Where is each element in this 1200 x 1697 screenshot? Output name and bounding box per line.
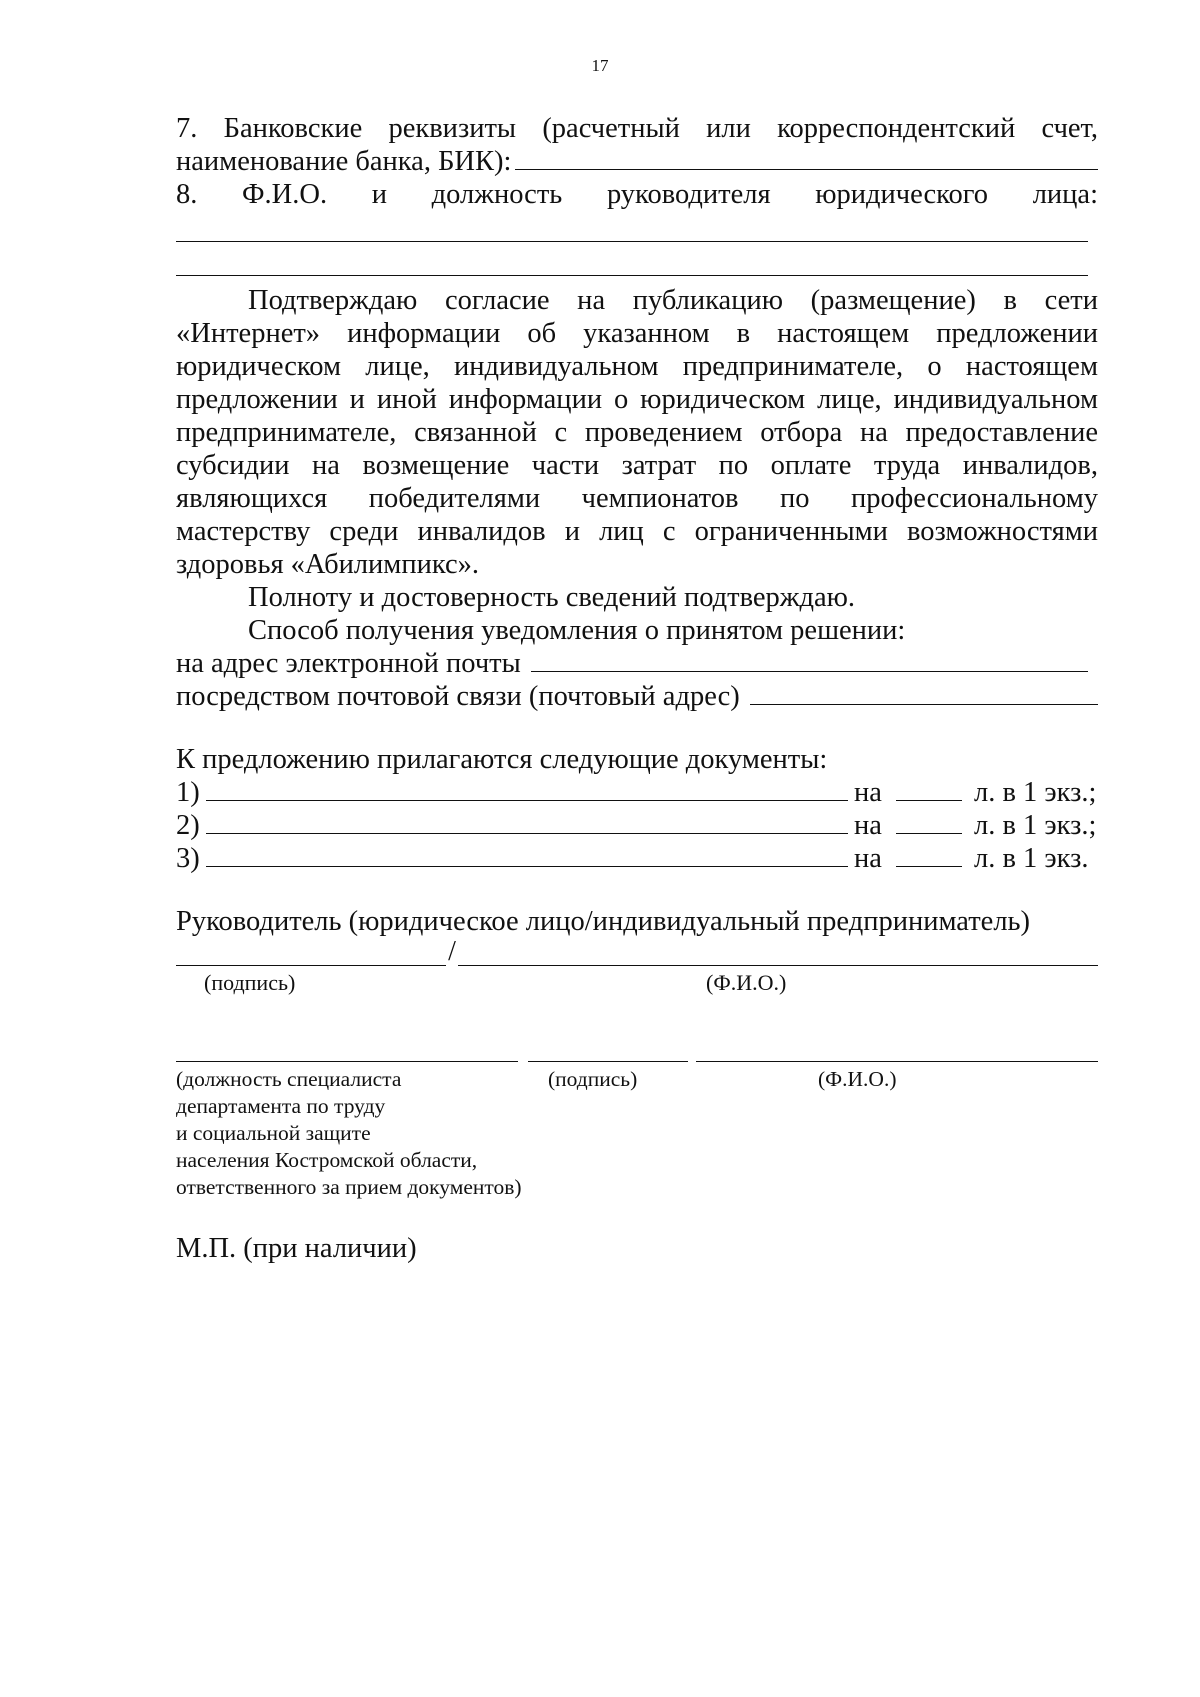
attachment-number: 2) xyxy=(176,810,200,841)
attachment-sheets-blank[interactable] xyxy=(896,809,962,834)
item7-word: 7. xyxy=(176,113,198,144)
attachment-number: 3) xyxy=(176,843,200,874)
attachment-name-blank[interactable] xyxy=(206,842,848,867)
specialist-name-blank[interactable] xyxy=(696,1041,1098,1062)
caption-specialist-position: (должность специалиста департамента по труду и социальной защите населения Костромской области, ответственного за прием документов) xyxy=(176,1067,522,1199)
head-signature-captions xyxy=(176,966,1098,996)
attachment-na: на xyxy=(854,843,882,874)
head-signature-line xyxy=(176,938,1098,966)
head-signature-title: Руководитель (юридическое лицо/индивидуальный предприниматель) xyxy=(176,906,1031,937)
bank-details-blank[interactable] xyxy=(515,145,1098,170)
attachment-row xyxy=(176,809,1098,842)
attachment-row xyxy=(176,776,1098,809)
confirm-statement: Полноту и достоверность сведений подтверждаю. xyxy=(248,582,856,613)
post-label: посредством почтовой связи (почтовый адрес) xyxy=(176,681,740,712)
item8-word: руководителя xyxy=(606,179,771,210)
item8-word: должность xyxy=(431,179,563,210)
attachment-sheets-blank[interactable] xyxy=(896,776,962,801)
attachment-name-blank[interactable] xyxy=(206,809,848,834)
item7-word: корреспондентский xyxy=(777,113,1016,144)
attachment-name-blank[interactable] xyxy=(206,776,848,801)
item8-word: лица: xyxy=(1032,179,1098,210)
item7-word: Банковские xyxy=(223,113,363,144)
attachment-na: на xyxy=(854,810,882,841)
post-address-blank[interactable] xyxy=(750,680,1098,705)
item8-word: юридического xyxy=(815,179,989,210)
item8-word: 8. xyxy=(176,179,198,210)
head-name-blank-1[interactable] xyxy=(176,217,1088,242)
caption-specialist-signature: (подпись) xyxy=(548,1067,638,1091)
caption-signature: (подпись) xyxy=(204,970,296,995)
specialist-position-blank[interactable] xyxy=(176,1041,518,1062)
email-blank[interactable] xyxy=(531,647,1088,672)
item8-word: Ф.И.О. xyxy=(242,179,328,210)
caption-full-name: (Ф.И.О.) xyxy=(706,970,787,995)
attachment-number: 1) xyxy=(176,777,200,808)
attachment-row xyxy=(176,842,1098,875)
caption-specialist-name: (Ф.И.О.) xyxy=(818,1067,897,1091)
specialist-captions xyxy=(176,1066,1098,1206)
attachment-na: на xyxy=(854,777,882,808)
attachments-heading: К предложению прилагаются следующие документы: xyxy=(176,744,828,775)
item8-word: и xyxy=(371,179,388,210)
bank-details-label: наименование банка, БИК): xyxy=(176,146,512,177)
signature-slash: / xyxy=(448,936,456,967)
head-signature-blank[interactable] xyxy=(176,945,446,966)
head-name-blank[interactable] xyxy=(458,945,1098,966)
page-number: 17 xyxy=(591,56,609,75)
item8-line xyxy=(176,178,1098,211)
item7-word: или xyxy=(706,113,751,144)
item7-word: счет, xyxy=(1041,113,1098,144)
item7-line1 xyxy=(176,112,1098,145)
attachment-tail: л. в 1 экз. xyxy=(974,843,1089,874)
item7-line2 xyxy=(176,145,1098,178)
specialist-signature-lines xyxy=(176,1036,1098,1062)
seal-note: М.П. (при наличии) xyxy=(176,1233,417,1264)
item7-word: (расчетный xyxy=(542,113,680,144)
notify-heading: Способ получения уведомления о принятом решении: xyxy=(248,615,906,646)
email-label: на адрес электронной почты xyxy=(176,648,521,679)
post-line xyxy=(176,680,1098,713)
email-line xyxy=(176,647,1098,680)
form-body xyxy=(176,112,1098,1265)
attachment-tail: л. в 1 экз.; xyxy=(974,810,1097,841)
attachment-sheets-blank[interactable] xyxy=(896,842,962,867)
specialist-signature-blank[interactable] xyxy=(528,1041,688,1062)
consent-paragraph: Подтверждаю согласие на публикацию (размещение) в сети «Интернет» информации об указанном в настоящем предложении юридическом лице, индивидуальном предпринимателе, о настоящем предложении и иной информации о юридическом лице, индивидуальном предпринимателе, связанной с проведением отбора на предоставление субсидии на возмещение части затрат по оплате труда инвалидов, являющихся победителями чемпионатов по профессиональному мастерству среди инвалидов и лиц с ограниченными возможностями здоровья «Абилимпикс». xyxy=(176,285,1098,580)
head-name-blank-2[interactable] xyxy=(176,251,1088,276)
attachment-tail: л. в 1 экз.; xyxy=(974,777,1097,808)
item7-word: реквизиты xyxy=(388,113,517,144)
